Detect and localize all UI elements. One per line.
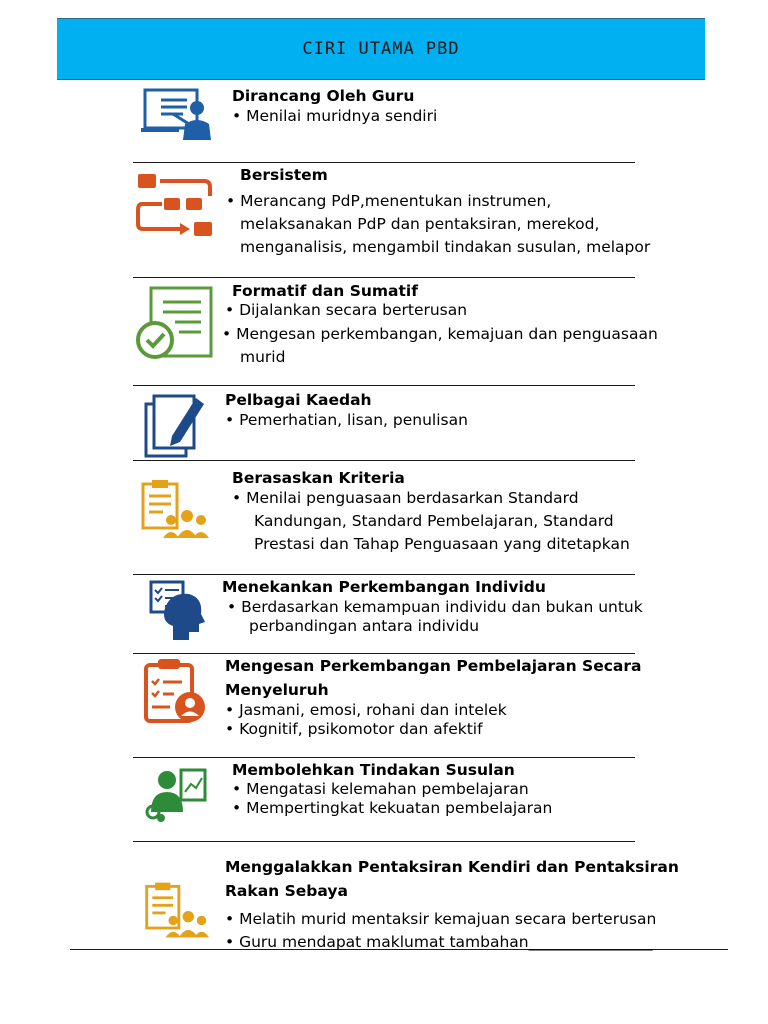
item-line: • Jasmani, emosi, rohani dan intelek <box>225 701 507 719</box>
edit-pencil-icon <box>142 390 206 464</box>
item-title: Pelbagai Kaedah <box>225 391 372 409</box>
item-title: Formatif dan Sumatif <box>232 282 418 300</box>
divider <box>133 460 635 461</box>
workflow-icon <box>134 170 216 246</box>
header-banner <box>57 18 705 80</box>
item-line: menganalisis, mengambil tindakan susulan, melapor <box>240 238 651 256</box>
item-line: • Menilai muridnya sendiri <box>232 107 438 125</box>
person-chart-gears-icon <box>143 766 209 828</box>
item-title: Menekankan Perkembangan Individu <box>222 578 546 596</box>
item-line: Prestasi dan Tahap Penguasaan yang ditetapkan <box>254 535 630 553</box>
item-title-continued: Menyeluruh <box>225 681 329 699</box>
item-line: Kandungan, Standard Pembelajaran, Standard <box>254 512 614 530</box>
item-title: Dirancang Oleh Guru <box>232 87 415 105</box>
checklist-document-icon <box>135 284 215 364</box>
item-line: murid <box>240 348 286 366</box>
item-line: • Dijalankan secara berterusan <box>225 301 468 319</box>
item-line: • Menilai penguasaan berdasarkan Standard <box>232 489 579 507</box>
item-line: • Mengatasi kelemahan pembelajaran <box>232 780 529 798</box>
item-line: • Berdasarkan kemampuan individu dan bukan untuk <box>227 598 643 616</box>
item-line: melaksanakan PdP dan pentaksiran, merekod, <box>240 215 600 233</box>
clipboard-profile-icon <box>140 657 210 729</box>
item-line: perbandingan antara individu <box>249 617 480 635</box>
item-title: Membolehkan Tindakan Susulan <box>232 761 515 779</box>
item-line: • Merancang PdP,menentukan instrumen, <box>226 192 552 210</box>
item-title: Mengesan Perkembangan Pembelajaran Secara <box>225 657 642 675</box>
teacher-board-icon <box>139 86 213 146</box>
item-line: • Kognitif, psikomotor dan afektif <box>225 720 483 738</box>
page-title: CIRI UTAMA PBD <box>302 39 460 59</box>
item-line: • Guru mendapat maklumat tambahan________________ <box>225 933 653 951</box>
item-title: Berasaskan Kriteria <box>232 469 405 487</box>
clipboard-group-icon <box>137 476 211 548</box>
item-line: • Melatih murid mentaksir kemajuan secara berterusan <box>225 910 657 928</box>
item-line: • Pemerhatian, lisan, penulisan <box>225 411 468 429</box>
clipboard-group-icon <box>141 878 211 948</box>
divider <box>133 277 635 278</box>
divider <box>133 162 635 163</box>
item-line: • Mempertingkat kekuatan pembelajaran <box>232 799 553 817</box>
item-line: • Mengesan perkembangan, kemajuan dan penguasaan <box>222 325 658 343</box>
item-title: Bersistem <box>240 166 328 184</box>
divider <box>133 841 635 842</box>
item-title-continued: Rakan Sebaya <box>225 882 348 900</box>
item-title: Menggalakkan Pentaksiran Kendiri dan Pentaksiran <box>225 858 679 876</box>
head-checklist-icon <box>145 578 205 646</box>
divider <box>133 385 635 386</box>
